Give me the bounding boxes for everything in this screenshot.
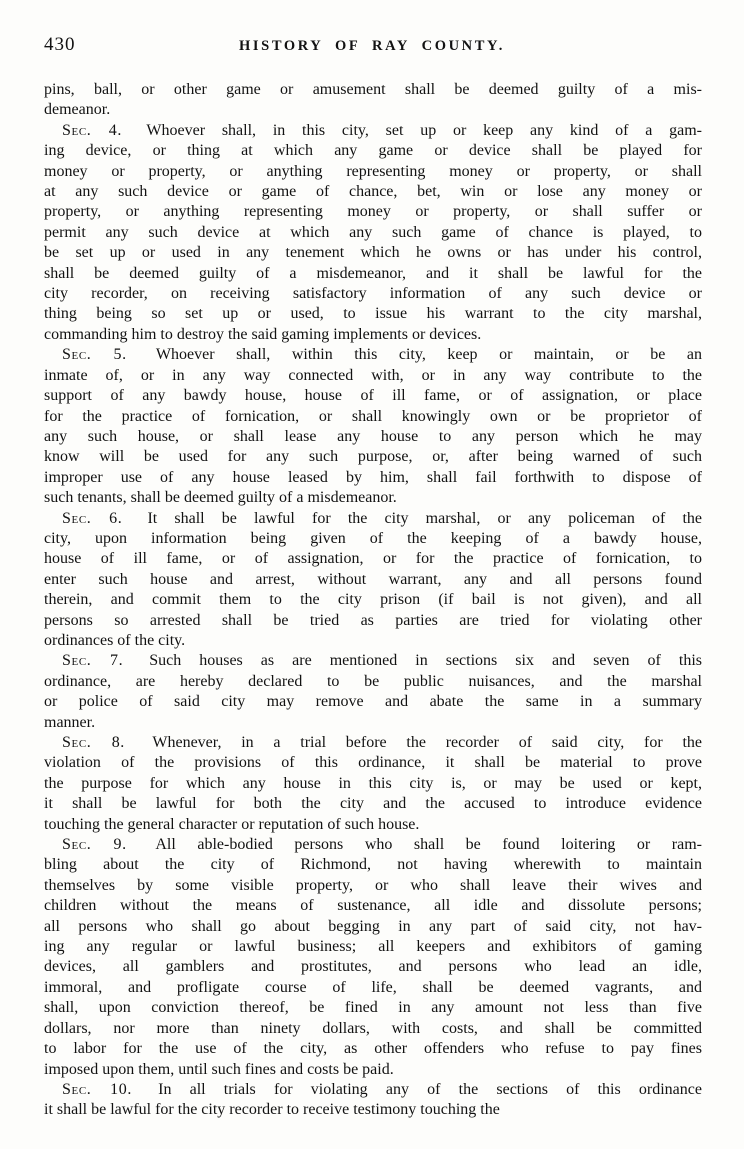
text-line: property, or anything representing money or property, or shall suffer or: [44, 203, 702, 221]
section-paragraph: [44, 121, 702, 345]
text-line: permit any such device at which any such game of chance is played, to: [44, 223, 702, 241]
text-line: manner.: [44, 713, 96, 731]
text-line: children without the means of sustenance, all idle and dissolute persons;: [44, 897, 702, 915]
text-line: therein, and commit them to the city prison (if bail is not given), and all: [44, 591, 702, 609]
text-line: Sec. 4. Whoever shall, in this city, set up or keep any kind of a gam-: [62, 121, 703, 139]
text-line: touching the general character or reputation of such house.: [44, 815, 420, 833]
text-line: city recorder, on receiving satisfactory information of any such device or: [44, 285, 702, 303]
page-header: [44, 35, 700, 57]
text-line: inmate of, or in any way connected with, or in any way contribute to the: [44, 366, 702, 384]
continuation-paragraph: [44, 80, 702, 121]
section-paragraph: [44, 509, 702, 652]
text-line: imposed upon them, until such fines and costs be paid.: [44, 1060, 394, 1078]
text-line: support of any bawdy house, house of ill fame, or of assignation, or place: [44, 387, 702, 405]
text-line: bling about the city of Richmond, not having wherewith to maintain: [44, 856, 702, 874]
text-line: ing device, or thing at which any game or device shall be played for: [44, 142, 702, 160]
text-line: demeanor.: [44, 101, 111, 119]
text-line: at any such device or game of chance, bet, win or lose any money or: [44, 183, 702, 201]
text-line: it shall be lawful for both the city and the accused to introduce evidence: [44, 795, 702, 813]
section-label: Sec. 4.: [62, 121, 122, 139]
text-line: all persons who shall go about begging in any part of said city, not hav-: [44, 917, 702, 935]
text-line: Sec. 7. Such houses as are mentioned in sections six and seven of this: [62, 652, 703, 670]
text-line: Sec. 6. It shall be lawful for the city marshal, or any policeman of the: [62, 509, 702, 527]
page-body: [44, 80, 702, 1121]
section-label: Sec. 10.: [62, 1080, 132, 1098]
section-paragraph: [44, 651, 702, 733]
text-line: or police of said city may remove and abate the same in a summary: [44, 693, 702, 711]
section-label: Sec. 6.: [62, 509, 123, 527]
text-line: Sec. 9. All able-bodied persons who shall be found loitering or ram-: [62, 836, 703, 854]
running-title: HISTORY OF RAY COUNTY.: [239, 38, 505, 54]
text-line: such tenants, shall be deemed guilty of a misdemeanor.: [44, 489, 397, 507]
section-label: Sec. 7.: [62, 652, 124, 670]
text-line: ordinances of the city.: [44, 631, 186, 649]
text-line: pins, ball, or other game or amusement shall be deemed guilty of a mis-: [44, 81, 702, 98]
section-paragraph: [44, 835, 702, 1080]
text-line: dollars, nor more than ninety dollars, with costs, and shall be committed: [44, 1019, 702, 1037]
text-line: Sec. 10. In all trials for violating any of the sections of this ordinance: [62, 1080, 702, 1098]
section-paragraph: [44, 733, 702, 835]
text-line: money or property, or anything representing money or property, or shall: [44, 162, 702, 180]
section-label: Sec. 8.: [62, 734, 125, 751]
section-paragraph: [44, 345, 702, 508]
text-line: shall, upon conviction thereof, be fined in any amount not less than five: [44, 999, 702, 1017]
text-line: improper use of any house leased by him, shall fail forthwith to dispose of: [44, 468, 702, 486]
page-number: 430: [44, 34, 76, 55]
text-line: the purpose for which any house in this city is, or may be used or kept,: [44, 774, 702, 792]
text-line: city, upon information being given of the keeping of a bawdy house,: [44, 529, 702, 547]
text-line: ing any regular or lawful business; all keepers and exhibitors of gaming: [44, 938, 702, 956]
text-line: know will be used for any such purpose, or, after being warned of such: [44, 448, 702, 466]
text-line: thing being so set up or used, to issue his warrant to the city marshal,: [44, 305, 702, 323]
text-line: violation of the provisions of this ordinance, it shall be material to prove: [44, 754, 702, 772]
text-line: ordinance, are hereby declared to be public nuisances, and the marshal: [44, 672, 702, 690]
section-label: Sec. 9.: [62, 836, 127, 854]
text-line: enter such house and arrest, without warrant, any and all persons found: [44, 570, 702, 588]
text-line: shall be deemed guilty of a misdemeanor, and it shall be lawful for the: [44, 264, 702, 282]
text-line: any such house, or shall lease any house to any person which he may: [44, 427, 702, 445]
section-label: Sec. 5.: [62, 346, 127, 364]
text-line: commanding him to destroy the said gaming implements or devices.: [44, 325, 482, 343]
text-line: for the practice of fornication, or shall knowingly own or be proprietor of: [44, 407, 702, 425]
text-line: immoral, and profligate course of life, shall be deemed vagrants, and: [44, 978, 702, 996]
text-line: house of ill fame, or of assignation, or for the practice of fornication, to: [44, 550, 702, 568]
text-line: persons so arrested shall be tried as parties are tried for violating other: [44, 611, 702, 629]
text-line: it shall be lawful for the city recorder to receive testimony touching the: [44, 1101, 500, 1119]
text-line: Sec. 8. Whenever, in a trial before the recorder of said city, for the: [62, 734, 702, 751]
text-line: be set up or used in any tenement which he owns or has under his control,: [44, 244, 702, 262]
text-line: devices, all gamblers and prostitutes, and persons who lead an idle,: [44, 958, 702, 976]
text-line: to labor for the use of the city, as other offenders who refuse to pay fines: [44, 1040, 702, 1058]
section-paragraph: [44, 1080, 702, 1121]
text-line: themselves by some visible property, or who shall leave their wives and: [44, 876, 702, 894]
text-line: Sec. 5. Whoever shall, within this city, keep or maintain, or be an: [62, 346, 703, 364]
